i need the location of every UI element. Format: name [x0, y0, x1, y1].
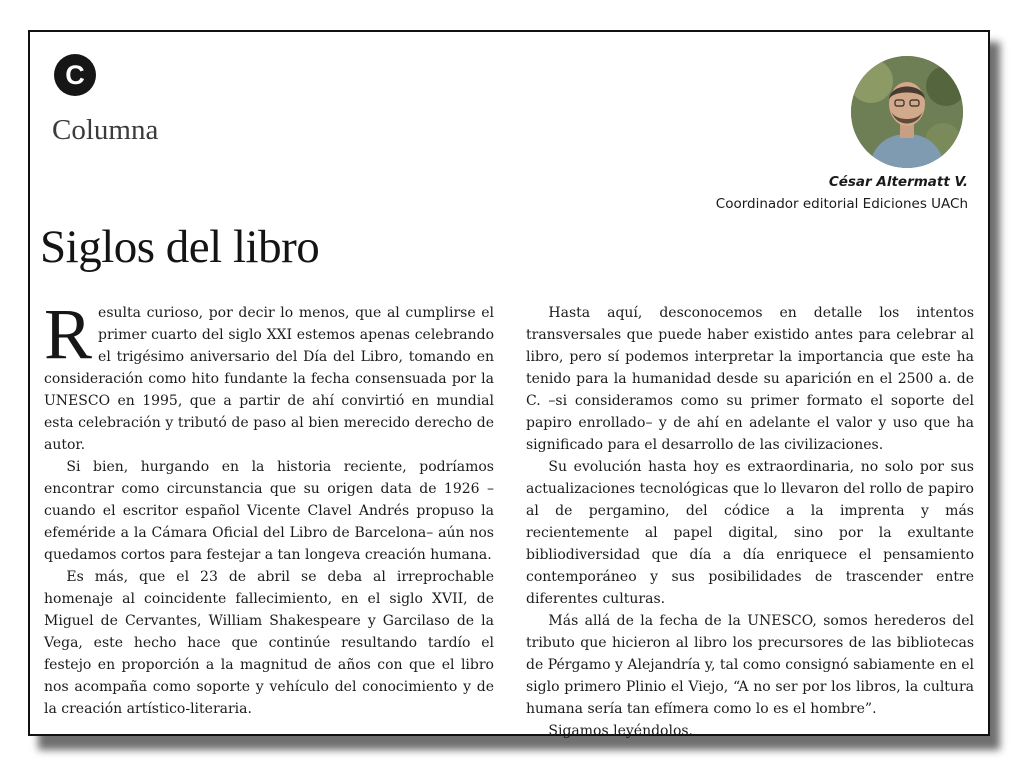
article-paragraph: Si bien, hurgando en la historia reciente, podríamos encontrar como circunstancia que su origen data de 1926 –cuando el escritor español Vicente Clavel Andrés propuso la efeméride a la Cámara Oficial del Libro de Barcelona– aún nos quedamos cortos para festejar a tan longeva creación humana. [44, 459, 494, 563]
author-photo [851, 56, 963, 168]
section-badge: C [54, 54, 96, 96]
paragraph-text: esulta curioso, por decir lo menos, que al cumplirse el primer cuarto del siglo XXI estemos apenas celebrando el trigésimo aniversario del Día del Libro, tomando en consideración como hito fundante la fecha consensuada por la UNESCO en 1995, que a partir de ahí convirtió en mundial esta celebración y tributó de paso al bien merecido derecho de autor. [44, 305, 494, 453]
drop-cap: R [44, 294, 93, 374]
article-column-left [44, 294, 494, 720]
author-role: Coordinador editorial Ediciones UACh [715, 196, 968, 212]
section-label: Columna [52, 114, 159, 146]
author-name: César Altermatt V. [828, 174, 968, 190]
article-paragraph: Hasta aquí, desconocemos en detalle los intentos transversales que puede haber existido antes para celebrar al libro, pero sí podemos interpretar la importancia que este ha tenido para la humanidad desde su aparición en el 2500 a. de C. –si consideramos como su primer formato el soporte del papiro enrollado– y de ahí en adelante el valor y uso que ha significado para el desarrollo de las civilizaciones. [526, 305, 974, 453]
article-paragraph: Más allá de la fecha de la UNESCO, somos herederos del tributo que hicieron al libro los precursores de las bibliotecas de Pérgamo y Alejandría y, tal como consignó sabiamente en el siglo primero Plinio el Viejo, “A no ser por los libros, la cultura humana sería tan efímera como lo es el hombre”. [526, 613, 974, 717]
article-paragraph: Su evolución hasta hoy es extraordinaria, no solo por sus actualizaciones tecnológicas que lo llevaron del rollo de papiro al de pergamino, del códice a la imprenta y más recientemente al papel digital, sino por la exultante bibliodiversidad que día a día enriquece el pensamiento contemporáneo y sus posibilidades de trascender entre diferentes culturas. [526, 459, 974, 607]
newspaper-clipping [28, 30, 990, 739]
article-title: Siglos del libro [40, 221, 320, 273]
author-portrait-icon [851, 56, 963, 168]
article-paragraph [44, 294, 494, 456]
article-paragraph: Sigamos leyéndolos. [548, 723, 694, 739]
article-paragraph: Es más, que el 23 de abril se deba al irreprochable homenaje al coincidente fallecimiento, en el siglo XVII, de Miguel de Cervantes, William Shakespeare y Garcilaso de la Vega, este hecho hace que continúe resultando tardío el festejo en proporción a la magnitud de años con que el libro nos acompaña como soporte y vehículo del conocimiento y de la creación artístico-literaria. [44, 569, 494, 717]
article-column-right [526, 302, 974, 742]
